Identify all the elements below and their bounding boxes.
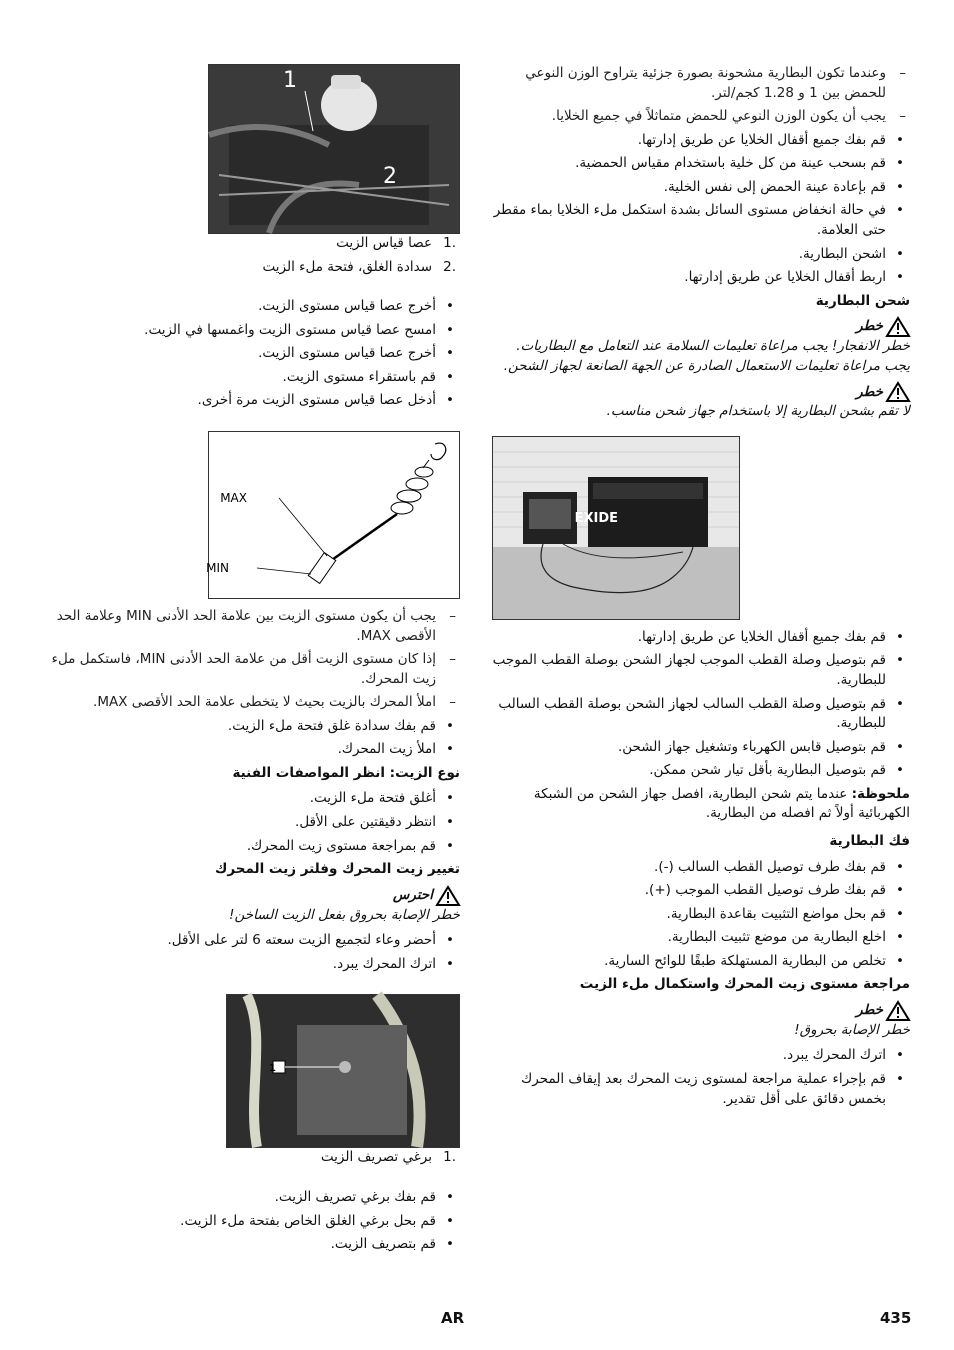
oil-type-reference: نوع الزيت: انظر المواصفات الفنية	[232, 764, 460, 781]
callout-2-label: 2	[383, 164, 397, 189]
list-item: • قم بفك جميع أقفال الخلايا عن طريق إدارتها.	[492, 628, 910, 648]
list-item: • قم بفك جميع أقفال الخلايا عن طريق إدارتها.	[492, 131, 910, 151]
fill-oil-steps	[46, 717, 460, 760]
warning-triangle-icon	[886, 1001, 910, 1021]
list-item: • امسح عصا قياس مستوى الزيت واغمسها في الزيت.	[46, 321, 460, 341]
list-item: • قم بتوصيل وصلة القطب السالب لجهاز الشحن بوصلة القطب السالب للبطارية.	[492, 695, 910, 734]
caution-title: احترس	[46, 886, 460, 906]
dipstick-level-notes	[46, 607, 460, 713]
list-item: • أخرج عصا قياس مستوى الزيت.	[46, 344, 460, 364]
remove-battery-heading: فك البطارية	[829, 832, 910, 849]
right-column	[492, 64, 910, 1113]
engine-photo-captions	[46, 234, 460, 277]
list-item: • قم بسحب عينة من كل خلية باستخدام مقياس الحمضية.	[492, 154, 910, 174]
list-item: • أحضر وعاء لتجميع الزيت سعته 6 لتر على الأقل.	[46, 931, 460, 951]
drain-photo-captions	[46, 1148, 460, 1168]
battery-charger-photo	[492, 436, 740, 620]
list-item: – املأ المحرك بالزيت بحيث لا يتخطى علامة الحد الأقصى MAX.	[46, 693, 460, 713]
list-item: – وعندما تكون البطارية مشحونة بصورة جزئية يتراوح الوزن النوعي للحمض بين 1 و 1.28 كجم/لتر.	[492, 64, 910, 103]
list-item: • قم بتوصيل البطارية بأقل تيار شحن ممكن.	[492, 761, 910, 781]
list-item: • قم بفك برغي تصريف الزيت.	[46, 1188, 460, 1208]
warning-triangle-icon	[886, 317, 910, 337]
caption-item: 1. عصا قياس الزيت	[336, 235, 456, 251]
drain-plug-illustration	[227, 995, 459, 1147]
list-item: – إذا كان مستوى الزيت أقل من علامة الحد الأدنى MIN، فاستكمل ملء زيت المحرك.	[46, 650, 460, 689]
list-item: • اترك المحرك يبرد.	[492, 1046, 910, 1066]
caption-item: 2. سدادة الغلق، فتحة ملء الزيت	[262, 258, 456, 275]
dipstick-figure	[208, 431, 460, 599]
oil-change-heading: تغيير زيت المحرك وفلتر زيت المحرك	[214, 861, 460, 878]
list-item: • قم بفك سدادة غلق فتحة ملء الزيت.	[46, 717, 460, 737]
charging-steps	[492, 628, 910, 781]
list-item: • اربط أقفال الخلايا عن طريق إدارتها.	[492, 268, 910, 288]
page-number: 435	[880, 1309, 912, 1327]
dipstick-illustration	[206, 432, 459, 598]
battery-charger-illustration	[493, 437, 739, 619]
list-item: • قم بحل مواضع التثبيت بقاعدة البطارية.	[492, 905, 910, 925]
list-item: • اترك المحرك يبرد.	[46, 955, 460, 975]
specific-gravity-notes	[492, 64, 910, 127]
list-item: • أخرج عصا قياس مستوى الزيت.	[46, 297, 460, 317]
battery-brand-label: EXIDE	[574, 510, 618, 526]
list-item: • أدخل عصا قياس مستوى الزيت مرة أخرى.	[46, 391, 460, 411]
list-item: • أغلق فتحة ملء الزيت.	[46, 789, 460, 809]
list-item: • اشحن البطارية.	[492, 245, 910, 265]
list-item: • انتظر دقيقتين على الأقل.	[46, 813, 460, 833]
warning-text: لا تقم بشحن البطارية إلا باستخدام جهاز شحن مناسب.	[606, 403, 910, 420]
list-item: – يجب أن يكون مستوى الزيت بين علامة الحد الأدنى MIN وعلامة الحد الأقصى MAX.	[46, 607, 460, 646]
dipstick-steps	[46, 297, 460, 411]
left-column	[46, 64, 460, 1259]
after-fill-steps	[46, 789, 460, 856]
remove-battery-steps	[492, 858, 910, 972]
list-item: • قم بتصريف الزيت.	[46, 1235, 460, 1255]
oil-check-heading: مراجعة مستوى زيت المحرك واستكمال ملء الزيت	[579, 976, 910, 993]
drain-steps	[46, 1188, 460, 1255]
caution-text: خطر الإصابة بحروق بفعل الزيت الساخن!	[229, 906, 460, 923]
list-item: • في حالة انخفاض مستوى السائل بشدة استكمل ملء الخلايا بماء مقطر حتى العلامة.	[492, 201, 910, 240]
charging-note: ملحوظة: عندما يتم شحن البطارية، افصل جهاز الشحن من الشبكة الكهربائية أولاً ثم افصله من البطارية.	[533, 785, 910, 822]
list-item: • قم بحل برغي الغلق الخاص بفتحة ملء الزيت.	[46, 1212, 460, 1232]
list-item: • قم بتوصيل قابس الكهرباء وتشغيل جهاز الشحن.	[492, 738, 910, 758]
callout-1-label: 1	[269, 1063, 276, 1075]
warning-title: خطر	[492, 1001, 910, 1021]
list-item: • قم بإعادة عينة الحمض إلى نفس الخلية.	[492, 178, 910, 198]
oil-change-steps	[46, 931, 460, 974]
list-item: • املأ زيت المحرك.	[46, 740, 460, 760]
callout-1-label: 1	[283, 68, 297, 93]
drain-plug-photo	[226, 994, 460, 1148]
warning-triangle-icon	[436, 886, 460, 906]
caption-item: 1. برغي تصريف الزيت	[320, 1149, 456, 1166]
min-label: MIN	[206, 560, 229, 575]
warning-title: خطر	[492, 382, 910, 402]
charging-heading: شحن البطارية	[815, 292, 910, 309]
list-item: • قم بتوصيل وصلة القطب الموجب لجهاز الشحن بوصلة القطب الموجب للبطارية.	[492, 651, 910, 690]
engine-photo	[208, 64, 460, 234]
warning-text: خطر الانفجار! يجب مراعاة تعليمات السلامة عند التعامل مع البطاريات. يجب مراعاة تعليمات الاستعمال الصادرة عن الجهة الصانعة لجهاز الشحن.	[503, 338, 910, 374]
warning-text: خطر الإصابة بحروق!	[794, 1021, 910, 1038]
list-item: • قم بمراجعة مستوى زيت المحرك.	[46, 837, 460, 857]
max-label: MAX	[220, 490, 247, 505]
oil-check-steps	[492, 1046, 910, 1109]
list-item: • قم بفك طرف توصيل القطب السالب (-).	[492, 858, 910, 878]
list-item: • تخلص من البطارية المستهلكة طبقًا للوائح السارية.	[492, 952, 910, 972]
footer-language: AR	[441, 1309, 465, 1327]
warning-triangle-icon	[886, 382, 910, 402]
list-item: • اخلع البطارية من موضع تثبيت البطارية.	[492, 928, 910, 948]
battery-check-steps	[492, 131, 910, 288]
warning-title: خطر	[492, 317, 910, 337]
list-item: – يجب أن يكون الوزن النوعي للحمض متماثلاً في جميع الخلايا.	[492, 107, 910, 127]
list-item: • قم باستقراء مستوى الزيت.	[46, 368, 460, 388]
list-item: • قم بفك طرف توصيل القطب الموجب (+).	[492, 881, 910, 901]
engine-illustration	[209, 65, 459, 233]
list-item: • قم بإجراء عملية مراجعة لمستوى زيت المحرك بعد إيقاف المحرك بخمس دقائق على أقل تقدير.	[492, 1070, 910, 1109]
